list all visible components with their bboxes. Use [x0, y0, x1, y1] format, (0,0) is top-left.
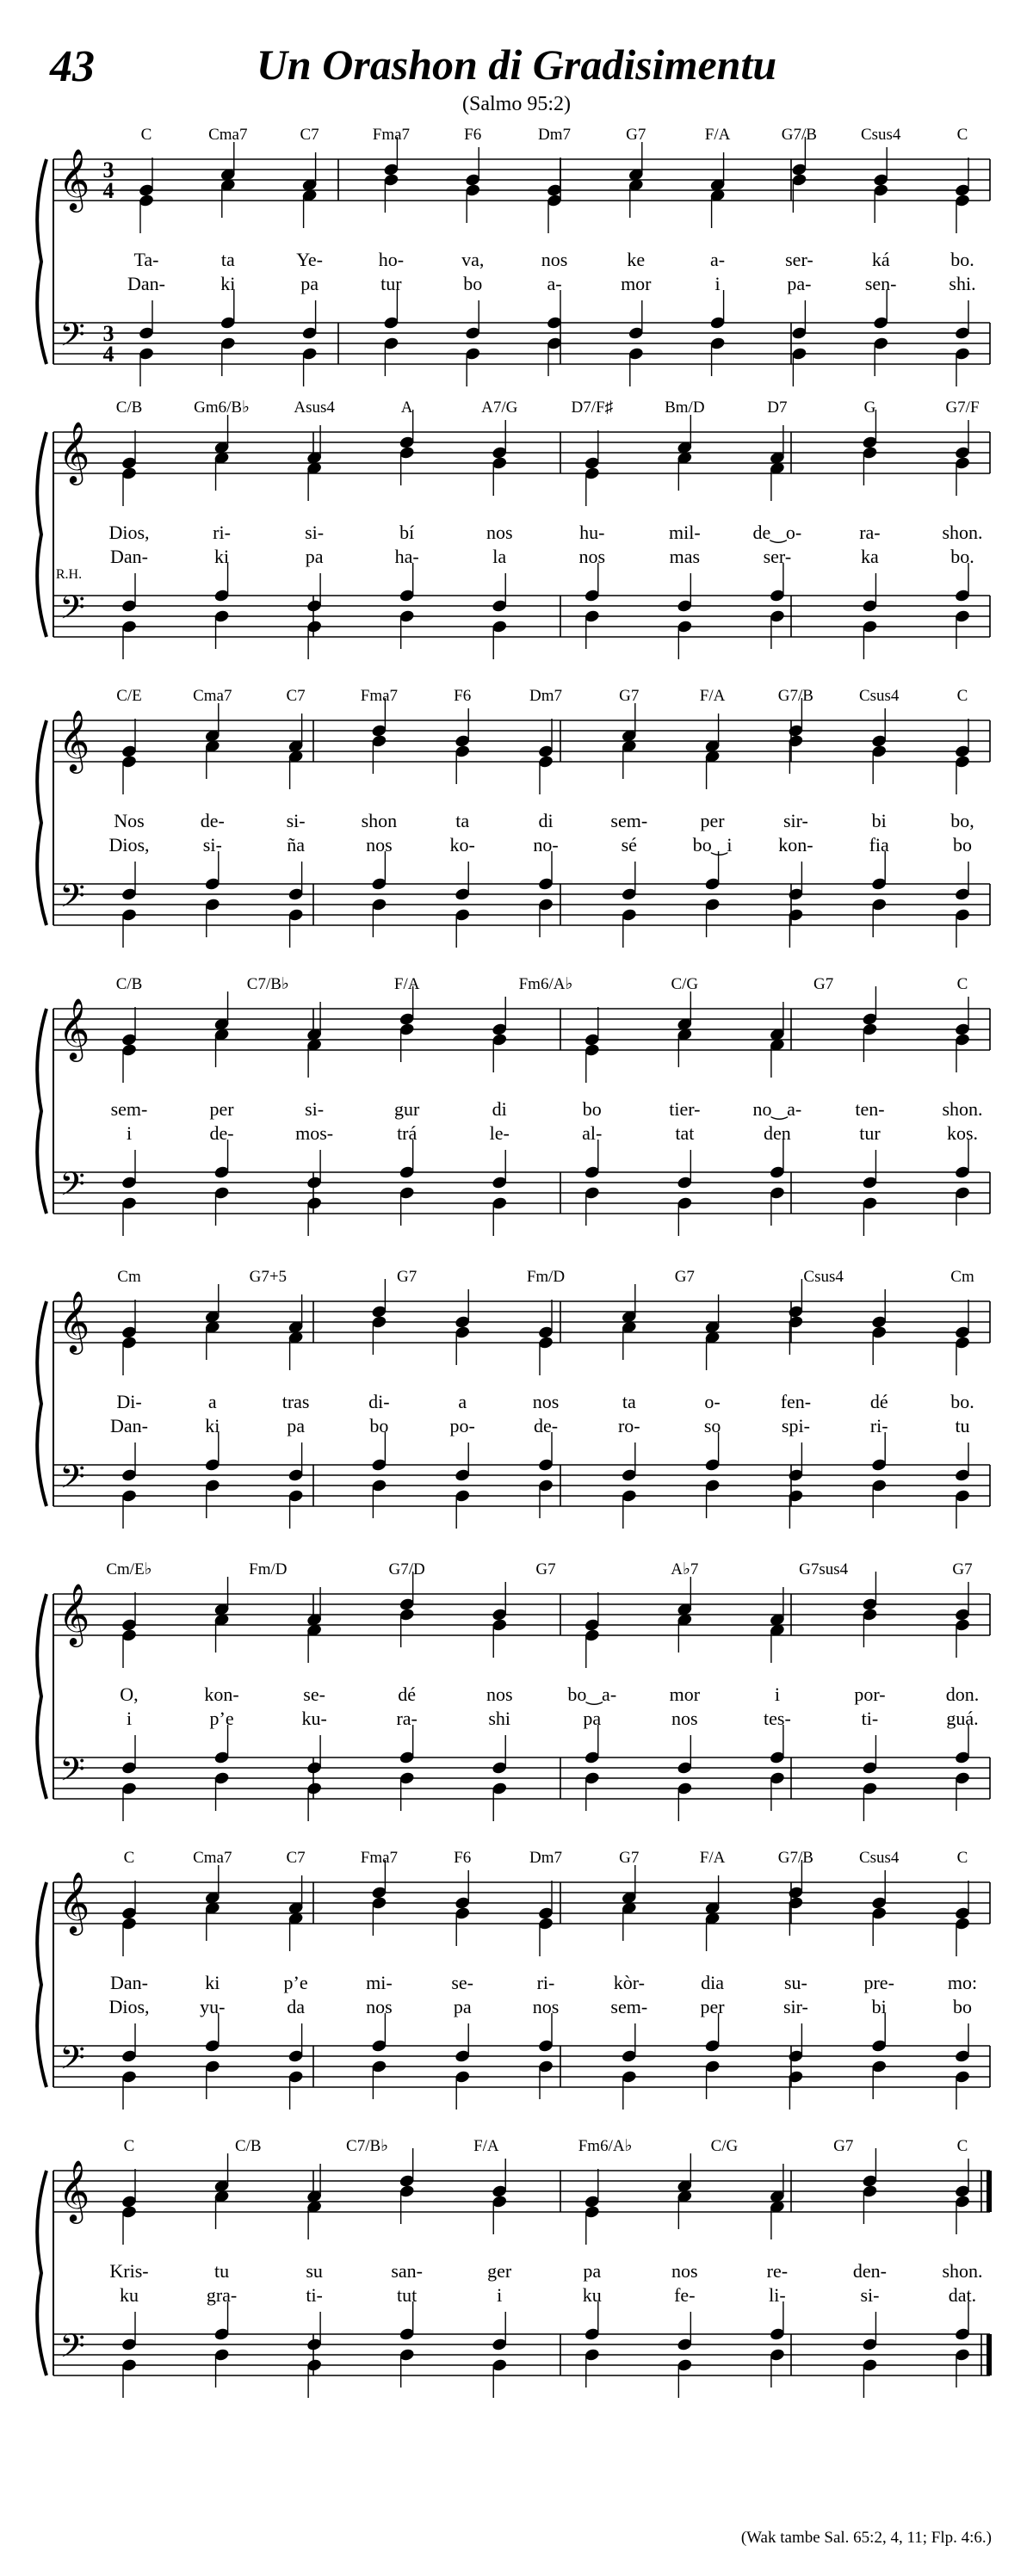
- lyric-verse-1: bí: [399, 522, 415, 543]
- lyric-verse-2: mas: [669, 546, 701, 567]
- chord-symbol: C7: [300, 126, 319, 144]
- lyric-verse-2: nos: [366, 834, 393, 856]
- lyric-verse-2: trá: [397, 1122, 418, 1144]
- lyric-verse-2: pa: [300, 273, 319, 294]
- lyric-verse-2: mor: [621, 273, 652, 294]
- lyric-verse-1: Nos: [114, 810, 145, 831]
- chord-symbol: Fm6/A♭: [578, 2137, 633, 2155]
- lyric-verse-1: Di-: [116, 1391, 142, 1412]
- chord-symbol: G7: [813, 975, 834, 993]
- lyric-verse-2: Dan-: [110, 546, 148, 567]
- lyric-verse-1: ta: [455, 810, 470, 831]
- chord-symbol: Fm/D: [249, 1560, 288, 1578]
- chord-symbol: Cm: [950, 1268, 974, 1286]
- lyric-verse-2: bo: [463, 273, 483, 294]
- lyric-verse-2: si-: [202, 834, 222, 856]
- lyric-verse-1: bi: [871, 810, 887, 831]
- chord-symbol: G7: [535, 1560, 556, 1578]
- time-signature-bottom: 4: [102, 342, 114, 367]
- lyric-verse-2: yu-: [200, 1996, 226, 2017]
- lyric-verse-2: ko-: [449, 834, 475, 856]
- lyric-verse-2: sir-: [782, 1996, 808, 2017]
- lyric-verse-1: sem-: [110, 1098, 148, 1120]
- lyric-verse-2: tut: [397, 2284, 418, 2306]
- lyric-verse-2: po-: [449, 1415, 475, 1436]
- chord-symbol: G7/B: [781, 126, 817, 144]
- lyric-verse-1: shon.: [942, 1098, 983, 1120]
- lyric-verse-2: tu: [955, 1415, 970, 1436]
- lyric-verse-1: ten-: [855, 1098, 885, 1120]
- lyric-verse-1: shon.: [942, 2260, 983, 2282]
- time-signature-bottom: 4: [102, 178, 114, 203]
- lyric-verse-2: Dan-: [110, 1415, 148, 1436]
- chord-symbol: C/G: [671, 975, 699, 993]
- chord-symbol: F/A: [699, 1849, 726, 1867]
- lyric-verse-2: ti-: [861, 1708, 879, 1729]
- lyric-verse-2: i: [126, 1122, 133, 1144]
- lyric-verse-1: si-: [305, 1098, 325, 1120]
- chord-symbol: C/G: [710, 2137, 739, 2155]
- lyric-verse-1: pre-: [863, 1972, 894, 1993]
- lyric-verse-1: mi-: [366, 1972, 393, 1993]
- lyric-verse-2: a-: [547, 273, 562, 294]
- lyric-verse-1: Ye-: [296, 249, 323, 270]
- lyric-verse-2: al-: [582, 1122, 603, 1144]
- lyric-verse-2: pa: [305, 546, 324, 567]
- chord-symbol: A: [400, 398, 413, 417]
- bass-clef-icon: 𝄢: [59, 317, 85, 361]
- chord-symbol: C/B: [234, 2137, 262, 2155]
- hymn-title: Un Orashon di Gradisimentu: [256, 40, 777, 89]
- chord-symbol: C: [956, 687, 968, 705]
- chord-symbol: G7: [952, 1560, 973, 1578]
- lyric-verse-2: nos: [366, 1996, 393, 2017]
- scripture-reference: (Salmo 95:2): [462, 93, 571, 115]
- lyric-verse-1: O,: [120, 1683, 139, 1705]
- lyric-verse-2: ña: [287, 834, 305, 856]
- lyric-verse-1: si-: [286, 810, 306, 831]
- bass-clef-icon: 𝄢: [59, 2040, 85, 2084]
- lyric-verse-1: ra-: [859, 522, 881, 543]
- chord-symbol: G7: [619, 687, 640, 705]
- lyric-verse-2: le-: [489, 1122, 510, 1144]
- lyric-verse-1: den-: [852, 2260, 887, 2282]
- lyric-verse-1: ho-: [378, 249, 405, 270]
- lyric-verse-1: re-: [766, 2260, 789, 2282]
- chord-symbol: G7+5: [249, 1268, 288, 1286]
- lyric-verse-1: tier-: [669, 1098, 701, 1120]
- chord-symbol: Dm7: [538, 126, 571, 144]
- lyric-verse-2: kon-: [778, 834, 813, 856]
- treble-clef-icon: 𝄞: [58, 151, 90, 209]
- final-barline-thick: [987, 2171, 992, 2212]
- final-barline-thick: [987, 2334, 992, 2375]
- lyric-verse-2: Dan-: [127, 273, 165, 294]
- chord-symbol: Cma7: [193, 687, 232, 705]
- lyric-verse-2: de-: [533, 1415, 559, 1436]
- lyric-verse-2: p’e: [209, 1708, 234, 1729]
- chord-symbol: C: [123, 2137, 135, 2155]
- right-hand-marking: R.H.: [55, 567, 83, 582]
- chord-symbol: Csus4: [803, 1268, 844, 1286]
- chord-symbol: Fm/D: [526, 1268, 566, 1286]
- lyric-verse-1: ká: [871, 249, 890, 270]
- lyric-verse-1: kon-: [204, 1683, 239, 1705]
- lyric-verse-1: i: [774, 1683, 780, 1705]
- lyric-verse-2: no-: [533, 834, 559, 856]
- chord-symbol: Csus4: [858, 687, 900, 705]
- lyric-verse-1: a-: [710, 249, 726, 270]
- lyric-verse-1: nos: [486, 1683, 513, 1705]
- lyric-verse-2: guá.: [946, 1708, 979, 1729]
- lyric-verse-2: pa: [583, 1708, 602, 1729]
- bass-clef-icon: 𝄢: [59, 2328, 85, 2372]
- lyric-verse-1: su-: [783, 1972, 807, 1993]
- lyric-verse-1: di: [538, 810, 554, 831]
- chord-symbol: C: [123, 1849, 135, 1867]
- lyric-verse-2: fe-: [674, 2284, 696, 2306]
- lyric-verse-2: ti-: [306, 2284, 323, 2306]
- bass-clef-icon: 𝄢: [59, 878, 85, 922]
- chord-symbol: Fma7: [360, 1849, 399, 1867]
- lyric-verse-1: Kris-: [109, 2260, 149, 2282]
- chord-symbol: Fma7: [372, 126, 411, 144]
- hymn-number: 43: [50, 42, 95, 91]
- lyric-verse-2: i: [714, 273, 721, 294]
- chord-symbol: C7/B♭: [346, 2137, 389, 2155]
- time-signature-top: 3: [102, 321, 114, 346]
- chord-symbol: G: [863, 398, 876, 417]
- chord-symbol: G7sus4: [799, 1560, 849, 1578]
- chord-symbol: G7/F: [945, 398, 980, 417]
- lyric-verse-1: Dan-: [110, 1972, 148, 1993]
- chord-symbol: F6: [454, 687, 472, 705]
- chord-symbol: A7/G: [481, 398, 518, 417]
- lyric-verse-1: si-: [305, 522, 325, 543]
- lyric-verse-2: bo: [953, 834, 972, 856]
- lyric-verse-2: ka: [861, 546, 879, 567]
- brace: [37, 1594, 46, 1799]
- lyric-verse-2: fia: [869, 834, 889, 856]
- lyric-verse-2: bo‿i: [692, 834, 733, 856]
- lyric-verse-1: a: [207, 1391, 217, 1412]
- lyric-verse-1: tras: [281, 1391, 310, 1412]
- lyric-verse-2: bo: [369, 1415, 389, 1436]
- lyric-verse-2: ki: [205, 1415, 220, 1436]
- chord-symbol: G7: [674, 1268, 695, 1286]
- lyric-verse-1: shon.: [942, 522, 983, 543]
- lyric-verse-2: bi: [871, 1996, 887, 2017]
- brace: [37, 1009, 46, 1214]
- chord-symbol: C: [956, 2137, 968, 2155]
- lyric-verse-2: tat: [675, 1122, 695, 1144]
- chord-symbol: Cm/E♭: [106, 1560, 152, 1578]
- lyric-verse-2: kos.: [946, 1122, 979, 1144]
- treble-clef-icon: 𝄞: [58, 1874, 90, 1932]
- lyric-verse-2: ri-: [869, 1415, 888, 1436]
- lyric-verse-1: per: [700, 810, 725, 831]
- chord-symbol: Csus4: [858, 1849, 900, 1867]
- lyric-verse-2: tur: [380, 273, 402, 294]
- treble-clef-icon: 𝄞: [58, 1585, 90, 1644]
- lyric-verse-1: dé: [398, 1683, 417, 1705]
- chord-symbol: Cma7: [193, 1849, 232, 1867]
- lyric-verse-1: sir-: [782, 810, 808, 831]
- lyric-verse-2: si-: [860, 2284, 880, 2306]
- chord-symbol: Fm6/A♭: [518, 975, 573, 993]
- lyric-verse-2: spi-: [781, 1415, 810, 1436]
- chord-symbol: Csus4: [860, 126, 901, 144]
- chord-symbol: G7/D: [388, 1560, 425, 1578]
- lyric-verse-2: ha-: [394, 546, 419, 567]
- lyric-verse-1: Ta-: [133, 249, 159, 270]
- lyric-verse-2: ro-: [617, 1415, 640, 1436]
- chord-symbol: Asus4: [294, 398, 335, 417]
- chord-symbol: D7/F♯: [571, 398, 614, 417]
- lyric-verse-2: nos: [671, 1708, 698, 1729]
- lyric-verse-2: la: [492, 546, 507, 567]
- lyric-verse-2: ser-: [763, 546, 792, 567]
- lyric-verse-2: de-: [209, 1122, 234, 1144]
- lyric-verse-1: ger: [487, 2260, 512, 2282]
- treble-clef-icon: 𝄞: [58, 1000, 90, 1059]
- chord-symbol: G7: [626, 126, 646, 144]
- lyric-verse-2: ki: [220, 273, 236, 294]
- lyric-verse-2: pa-: [787, 273, 812, 294]
- chord-symbol: F6: [454, 1849, 472, 1867]
- lyric-verse-1: mor: [669, 1683, 701, 1705]
- lyric-verse-1: ki: [205, 1972, 220, 1993]
- lyric-verse-2: nos: [532, 1996, 560, 2017]
- lyric-verse-1: mil-: [668, 522, 701, 543]
- chord-symbol: G7: [833, 2137, 854, 2155]
- chord-symbol: Bm/D: [665, 398, 705, 417]
- lyric-verse-1: de-: [200, 810, 225, 831]
- lyric-verse-1: tu: [213, 2260, 230, 2282]
- lyric-verse-2: bo.: [950, 546, 974, 567]
- chord-symbol: C7: [286, 687, 306, 705]
- lyric-verse-1: dé: [869, 1391, 888, 1412]
- chord-symbol: C7/B♭: [246, 975, 289, 993]
- lyric-verse-2: i: [126, 1708, 133, 1729]
- chord-symbol: F/A: [699, 687, 726, 705]
- lyric-verse-1: nos: [671, 2260, 698, 2282]
- brace: [37, 1301, 46, 1506]
- lyric-verse-2: bo: [953, 1996, 972, 2017]
- chord-symbol: C/B: [115, 975, 143, 993]
- lyric-verse-2: nos: [578, 546, 606, 567]
- lyric-verse-2: i: [497, 2284, 503, 2306]
- brace: [37, 432, 46, 637]
- lyric-verse-2: tur: [859, 1122, 881, 1144]
- brace: [37, 1882, 46, 2087]
- chord-symbol: C7: [286, 1849, 306, 1867]
- lyric-verse-2: sem-: [610, 1996, 648, 2017]
- treble-clef-icon: 𝄞: [58, 423, 90, 482]
- chord-symbol: G7: [619, 1849, 640, 1867]
- chord-symbol: D7: [767, 398, 788, 417]
- lyric-verse-1: ri-: [536, 1972, 555, 1993]
- lyric-verse-1: se-: [303, 1683, 325, 1705]
- chord-symbol: F6: [464, 126, 482, 144]
- lyric-verse-1: de‿o-: [752, 522, 802, 543]
- treble-clef-icon: 𝄞: [58, 712, 90, 770]
- lyric-verse-1: ke: [627, 249, 646, 270]
- lyric-verse-1: bo,: [950, 810, 974, 831]
- lyric-verse-2: shi: [488, 1708, 511, 1729]
- brace: [37, 720, 46, 925]
- lyric-verse-1: bo.: [950, 1391, 974, 1412]
- chord-symbol: G7/B: [777, 1849, 813, 1867]
- chord-symbol: Cma7: [208, 126, 248, 144]
- brace: [37, 2171, 46, 2375]
- lyric-verse-2: gra-: [206, 2284, 238, 2306]
- lyric-verse-1: gur: [394, 1098, 420, 1120]
- bass-clef-icon: 𝄢: [59, 1166, 85, 1210]
- lyric-verse-1: don.: [945, 1683, 980, 1705]
- lyric-verse-1: o-: [704, 1391, 721, 1412]
- bass-clef-icon: 𝄢: [59, 1751, 85, 1795]
- lyric-verse-1: di-: [368, 1391, 390, 1412]
- bass-clef-icon: 𝄢: [59, 1459, 85, 1503]
- lyric-verse-1: pa: [583, 2260, 602, 2282]
- lyric-verse-2: ra-: [396, 1708, 418, 1729]
- lyric-verse-2: ki: [213, 546, 230, 567]
- footer-reference: (Wak tambe Sal. 65:2, 4, 11; Flp. 4:6.): [740, 2529, 992, 2547]
- treble-clef-icon: 𝄞: [58, 2162, 90, 2221]
- lyric-verse-2: ku: [582, 2284, 602, 2306]
- lyric-verse-1: ta: [622, 1391, 636, 1412]
- lyric-verse-1: ser-: [785, 249, 813, 270]
- lyric-verse-1: Dios,: [108, 522, 150, 543]
- lyric-verse-2: so: [703, 1415, 721, 1436]
- lyric-verse-1: fen-: [780, 1391, 812, 1412]
- lyric-verse-1: nos: [532, 1391, 560, 1412]
- lyric-verse-1: ta: [220, 249, 235, 270]
- lyric-verse-1: va,: [461, 249, 485, 270]
- lyric-verse-2: pa: [287, 1415, 305, 1436]
- chord-symbol: C: [140, 126, 152, 144]
- lyric-verse-2: sé: [621, 834, 637, 856]
- treble-clef-icon: 𝄞: [58, 1293, 90, 1351]
- lyric-verse-1: se-: [451, 1972, 474, 1993]
- chord-symbol: F/A: [473, 2137, 499, 2155]
- lyric-verse-1: bo‿a-: [567, 1683, 617, 1705]
- chord-symbol: Dm7: [529, 687, 562, 705]
- lyric-verse-1: p’e: [283, 1972, 308, 1993]
- lyric-verse-1: sem-: [610, 810, 648, 831]
- chord-symbol: F/A: [704, 126, 731, 144]
- chord-symbol: C/B: [115, 398, 143, 417]
- lyric-verse-2: da: [287, 1996, 305, 2017]
- lyric-verse-2: ku-: [301, 1708, 327, 1729]
- bass-clef-icon: 𝄢: [59, 590, 85, 633]
- lyric-verse-2: shi.: [949, 273, 976, 294]
- lyric-verse-1: hu-: [579, 522, 605, 543]
- lyric-verse-2: mos-: [295, 1122, 334, 1144]
- lyric-verse-2: pa: [453, 1996, 472, 2017]
- time-signature-top: 3: [102, 158, 114, 182]
- chord-symbol: Cm: [117, 1268, 141, 1286]
- lyric-verse-2: ku: [120, 2284, 139, 2306]
- lyric-verse-1: ri-: [213, 522, 231, 543]
- lyric-verse-1: bo: [582, 1098, 602, 1120]
- lyric-verse-1: bo.: [950, 249, 974, 270]
- chord-symbol: Gm6/B♭: [194, 398, 251, 417]
- lyric-verse-2: per: [700, 1996, 725, 2017]
- chord-symbol: C: [956, 126, 968, 144]
- lyric-verse-1: por-: [854, 1683, 886, 1705]
- lyric-verse-1: san-: [391, 2260, 423, 2282]
- chord-symbol: C/E: [116, 687, 142, 705]
- lyric-verse-1: shon: [361, 810, 398, 831]
- lyric-verse-1: nos: [541, 249, 568, 270]
- chord-symbol: Fma7: [360, 687, 399, 705]
- lyric-verse-1: dia: [701, 1972, 725, 1993]
- lyric-verse-2: li-: [769, 2284, 786, 2306]
- chord-symbol: G7: [397, 1268, 418, 1286]
- lyric-verse-2: Dios,: [108, 834, 150, 856]
- brace: [37, 159, 46, 364]
- lyric-verse-2: dat.: [948, 2284, 977, 2306]
- lyric-verse-1: kòr-: [613, 1972, 645, 1993]
- chord-symbol: A♭7: [671, 1560, 699, 1578]
- chord-symbol: C: [956, 1849, 968, 1867]
- lyric-verse-2: tes-: [764, 1708, 791, 1729]
- lyric-verse-1: a: [458, 1391, 467, 1412]
- lyric-verse-2: sen-: [864, 273, 897, 294]
- lyric-verse-1: di: [492, 1098, 507, 1120]
- lyric-verse-2: Dios,: [108, 1996, 150, 2017]
- lyric-verse-1: per: [209, 1098, 234, 1120]
- lyric-verse-2: den: [764, 1122, 791, 1144]
- chord-symbol: Dm7: [529, 1849, 562, 1867]
- lyric-verse-1: nos: [486, 522, 513, 543]
- chord-symbol: G7/B: [777, 687, 813, 705]
- chord-symbol: C: [956, 975, 968, 993]
- lyric-verse-1: mo:: [947, 1972, 978, 1993]
- lyric-verse-1: no‿a-: [752, 1098, 802, 1120]
- chord-symbol: F/A: [393, 975, 420, 993]
- lyric-verse-1: su: [306, 2260, 323, 2282]
